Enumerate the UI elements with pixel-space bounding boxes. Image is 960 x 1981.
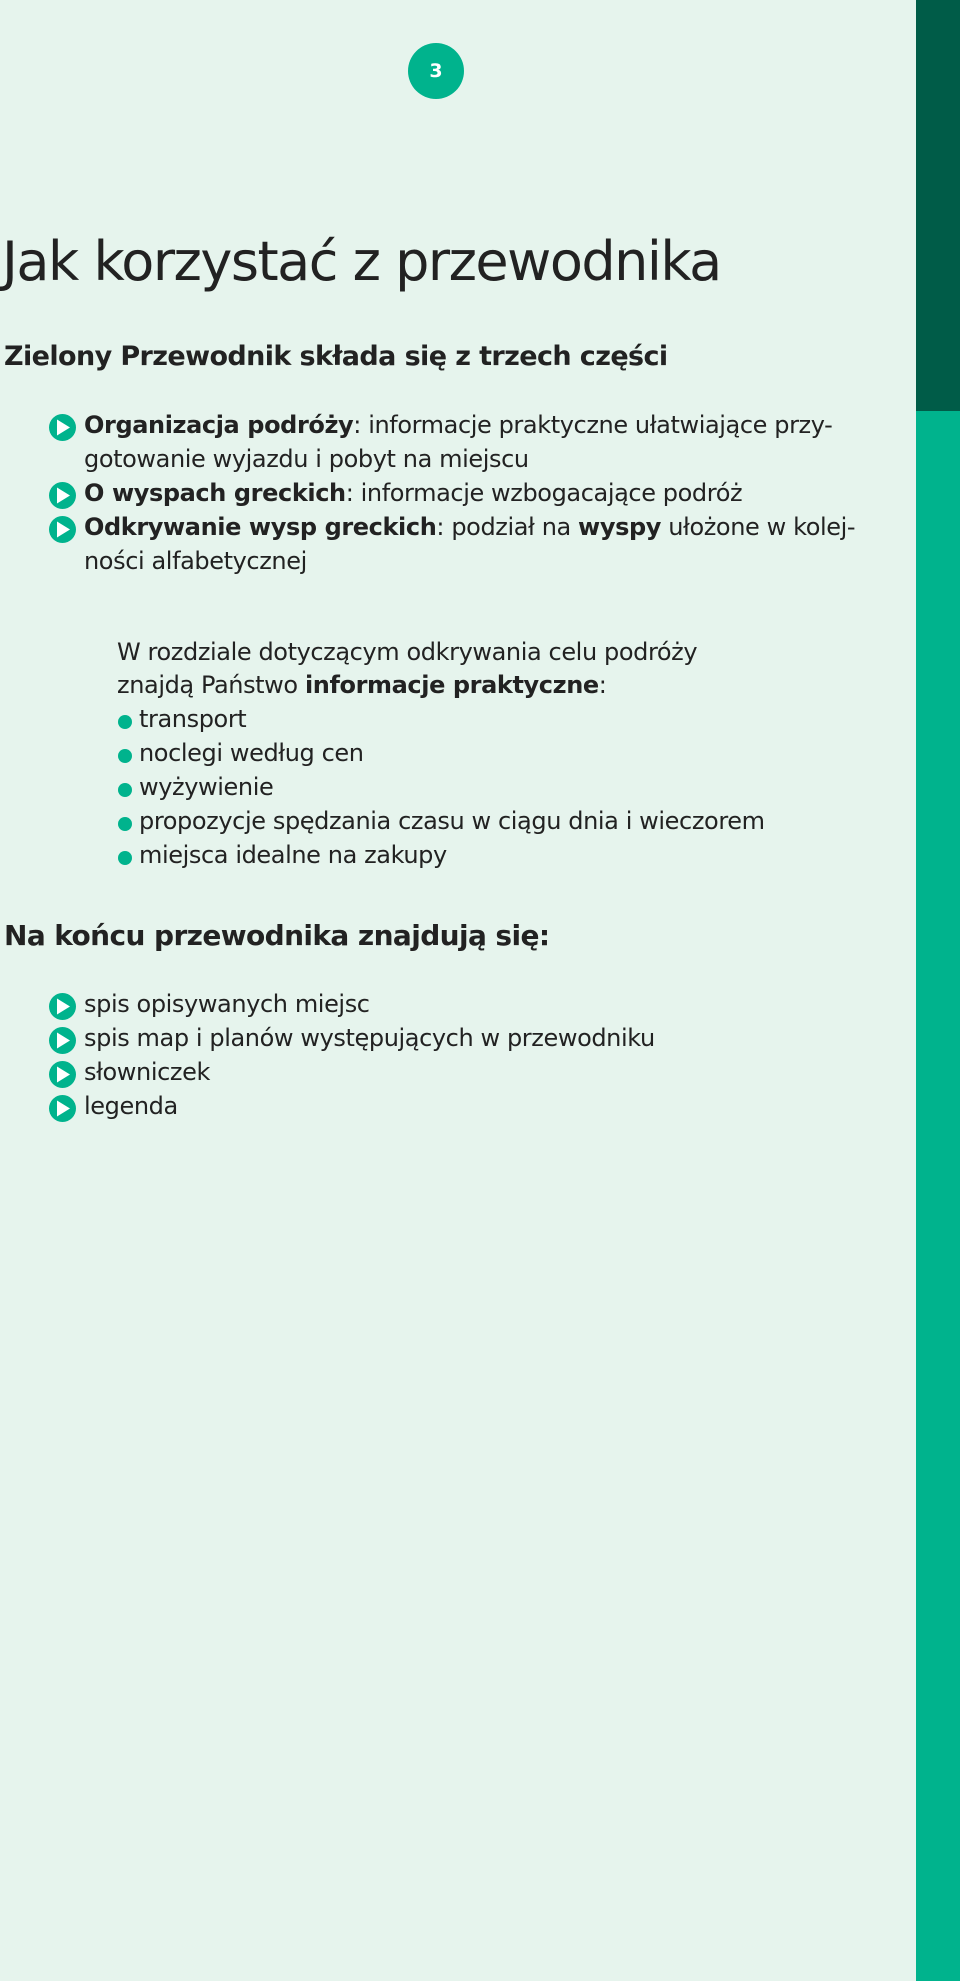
- part-bold-word: wyspy: [578, 513, 661, 541]
- part-text: : informacje praktyczne ułatwiające przy-: [353, 411, 833, 439]
- page-number-badge: 3: [408, 43, 464, 99]
- bullet-dot-icon: [118, 783, 132, 797]
- list-item: [0, 987, 880, 1021]
- part-line-2: ności alfabetycznej: [84, 547, 307, 575]
- part-text: ułożone w kolej-: [660, 513, 856, 541]
- part-line-2: gotowanie wyjazdu i pobyt na miejscu: [84, 445, 529, 473]
- list-item-text: słowniczek: [84, 1058, 210, 1086]
- list-item: [0, 1021, 880, 1055]
- list-item-text: miejsca idealne na zakupy: [139, 841, 447, 869]
- intro-bold: informacje praktyczne: [304, 671, 599, 699]
- list-item: [117, 770, 897, 804]
- arrow-right-icon: [49, 1027, 76, 1054]
- arrow-right-icon: [49, 482, 76, 509]
- practical-info-block: [117, 636, 897, 872]
- list-item: [0, 476, 880, 510]
- part-line-1: [84, 476, 880, 510]
- intro-line-2: [117, 669, 897, 702]
- end-heading: Na końcu przewodnika znajdują się:: [4, 919, 550, 952]
- side-bar-dark-segment: [916, 0, 960, 411]
- arrow-right-icon: [49, 993, 76, 1020]
- part-line-1: [84, 510, 880, 544]
- parts-heading: Zielony Przewodnik składa się z trzech części: [4, 341, 668, 372]
- bullet-dot-icon: [118, 715, 132, 729]
- part-title: Organizacja podróży: [84, 411, 354, 439]
- side-color-bar: [916, 0, 960, 1981]
- intro-text: :: [598, 671, 607, 699]
- arrow-right-icon: [49, 516, 76, 543]
- intro-line-1: W rozdziale dotyczącym odkrywania celu podróży: [117, 638, 698, 666]
- list-item: [0, 408, 880, 476]
- list-item: [0, 510, 880, 578]
- list-item-text: transport: [139, 705, 247, 733]
- part-text: : podział na: [436, 513, 579, 541]
- part-title: O wyspach greckich: [84, 479, 346, 507]
- list-item-text: propozycje spędzania czasu w ciągu dnia i wieczorem: [139, 807, 765, 835]
- list-item-text: spis map i planów występujących w przewodniku: [84, 1024, 655, 1052]
- part-text: : informacje wzbogacające podróż: [345, 479, 743, 507]
- parts-list: [0, 408, 880, 578]
- list-item: [117, 736, 897, 770]
- list-item: [0, 1089, 880, 1123]
- part-title: Odkrywanie wysp greckich: [84, 513, 437, 541]
- list-item-text: wyżywienie: [139, 773, 274, 801]
- bullet-dot-icon: [118, 749, 132, 763]
- part-line-1: [84, 408, 880, 442]
- list-item-text: noclegi według cen: [139, 739, 364, 767]
- practical-info-list: [117, 702, 897, 872]
- bullet-dot-icon: [118, 817, 132, 831]
- practical-info-intro: [117, 636, 897, 702]
- arrow-right-icon: [49, 414, 76, 441]
- list-item: [117, 838, 897, 872]
- list-item-text: legenda: [84, 1092, 178, 1120]
- side-bar-light-segment: [916, 411, 960, 1981]
- arrow-right-icon: [49, 1095, 76, 1122]
- list-item: [117, 804, 897, 838]
- intro-text: znajdą Państwo: [117, 671, 305, 699]
- list-item: [117, 702, 897, 736]
- page-title: Jak korzystać z przewodnika: [2, 230, 721, 293]
- list-item: [0, 1055, 880, 1089]
- bullet-dot-icon: [118, 851, 132, 865]
- arrow-right-icon: [49, 1061, 76, 1088]
- end-list: [0, 987, 880, 1123]
- list-item-text: spis opisywanych miejsc: [84, 990, 370, 1018]
